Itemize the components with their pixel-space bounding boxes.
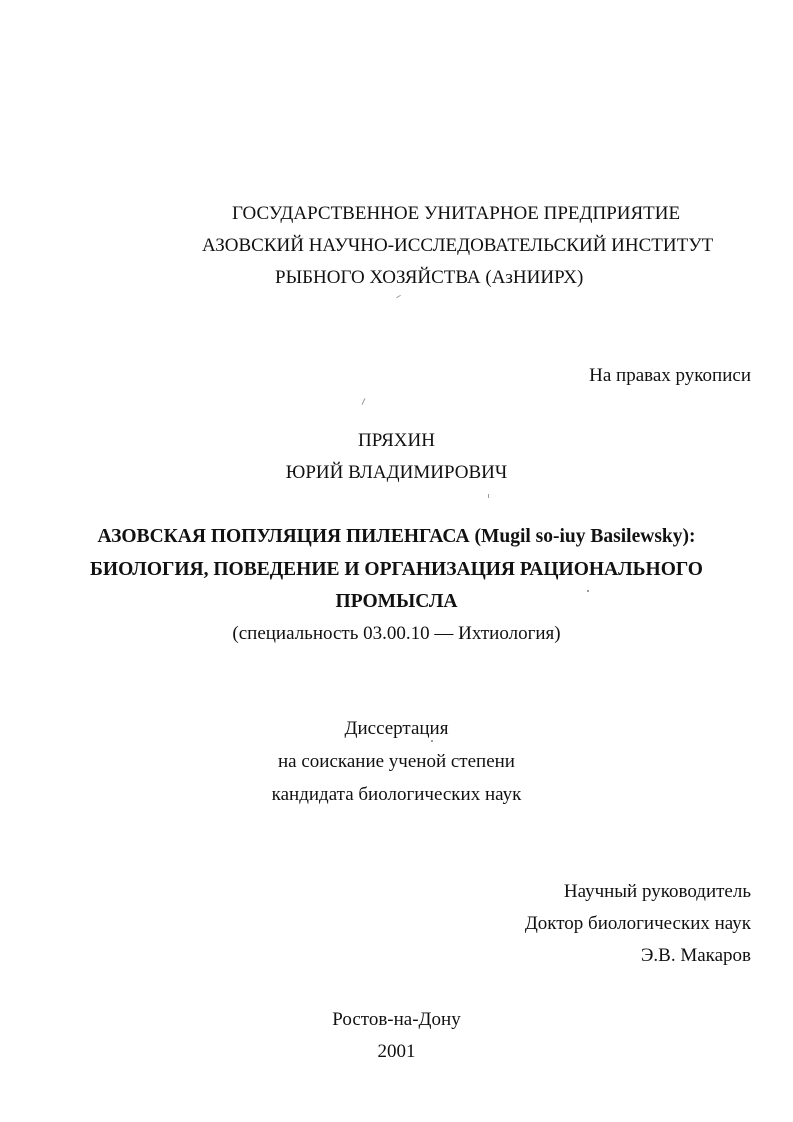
scan-speck bbox=[362, 398, 366, 405]
supervisor-role: Научный руководитель bbox=[563, 881, 751, 902]
scan-speck bbox=[488, 494, 489, 498]
degree-line-3: кандидата биологических наук bbox=[271, 784, 522, 805]
scan-speck bbox=[431, 740, 433, 742]
scan-speck bbox=[587, 590, 589, 592]
author-surname: ПРЯХИН bbox=[358, 430, 435, 451]
thesis-title-line-1: АЗОВСКАЯ ПОПУЛЯЦИЯ ПИЛЕНГАСА (Mugil so-iuy Basilewsky): bbox=[97, 526, 696, 547]
org-line-1: ГОСУДАРСТВЕННОЕ УНИТАРНОЕ ПРЕДПРИЯТИЕ bbox=[232, 203, 681, 224]
org-line-3: РЫБНОГО ХОЗЯЙСТВА (АзНИИРХ) bbox=[275, 267, 584, 288]
org-line-2: АЗОВСКИЙ НАУЧНО-ИССЛЕДОВАТЕЛЬСКИЙ ИНСТИТУТ bbox=[202, 235, 714, 256]
author-given-names: ЮРИЙ ВЛАДИМИРОВИЧ bbox=[285, 462, 508, 483]
degree-line-2: на соискание ученой степени bbox=[278, 751, 515, 772]
city: Ростов-на-Дону bbox=[332, 1009, 461, 1030]
thesis-title-line-3: ПРОМЫСЛА bbox=[335, 591, 458, 612]
manuscript-note: На правах рукописи bbox=[589, 365, 751, 386]
supervisor-name: Э.В. Макаров bbox=[640, 945, 751, 966]
thesis-title-line-2: БИОЛОГИЯ, ПОВЕДЕНИЕ И ОРГАНИЗАЦИЯ РАЦИОНАЛЬНОГО bbox=[90, 559, 703, 580]
scan-speck bbox=[396, 295, 401, 298]
year: 2001 bbox=[377, 1041, 416, 1062]
supervisor-degree: Доктор биологических наук bbox=[524, 913, 751, 934]
specialty: (специальность 03.00.10 — Ихтиология) bbox=[232, 623, 561, 644]
degree-line-1: Диссертация bbox=[344, 718, 449, 739]
